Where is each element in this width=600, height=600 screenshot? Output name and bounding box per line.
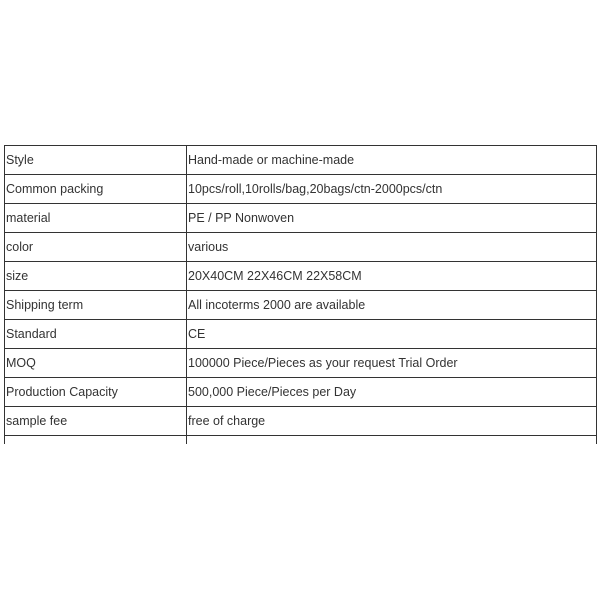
table-row bbox=[4, 378, 597, 407]
table-row bbox=[4, 175, 597, 204]
row-value: free of charge bbox=[188, 414, 266, 428]
row-value: PE / PP Nonwoven bbox=[188, 211, 295, 225]
table-row bbox=[4, 407, 597, 436]
table-row bbox=[4, 291, 597, 320]
product-spec-table bbox=[4, 145, 597, 444]
row-value: CE bbox=[188, 327, 206, 341]
row-label: Production Capacity bbox=[5, 378, 187, 406]
table-row bbox=[4, 320, 597, 349]
row-value: 500,000 Piece/Pieces per Day bbox=[188, 385, 357, 399]
row-label: color bbox=[5, 233, 187, 261]
row-label: Common packing bbox=[5, 175, 187, 203]
row-value: All incoterms 2000 are available bbox=[188, 298, 366, 312]
row-label: sample fee bbox=[5, 407, 187, 435]
row-value: 10pcs/roll,10rolls/bag,20bags/ctn-2000pcs/ctn bbox=[188, 182, 443, 196]
table-row-cut-off bbox=[4, 436, 597, 444]
row-label-empty bbox=[5, 436, 187, 444]
row-value-empty bbox=[187, 436, 596, 444]
table-row bbox=[4, 233, 597, 262]
table-row bbox=[4, 262, 597, 291]
row-label: size bbox=[5, 262, 187, 290]
row-label: Standard bbox=[5, 320, 187, 348]
row-value: Hand-made or machine-made bbox=[188, 153, 355, 167]
row-label: Style bbox=[5, 146, 187, 174]
row-label: Shipping term bbox=[5, 291, 187, 319]
row-label: MOQ bbox=[5, 349, 187, 377]
row-value: 100000 Piece/Pieces as your request Trial Order bbox=[188, 356, 458, 370]
row-value: 20X40CM 22X46CM 22X58CM bbox=[188, 269, 362, 283]
table-row bbox=[4, 146, 597, 175]
row-label: material bbox=[5, 204, 187, 232]
table-row bbox=[4, 349, 597, 378]
row-value: various bbox=[188, 240, 229, 254]
table-row bbox=[4, 204, 597, 233]
